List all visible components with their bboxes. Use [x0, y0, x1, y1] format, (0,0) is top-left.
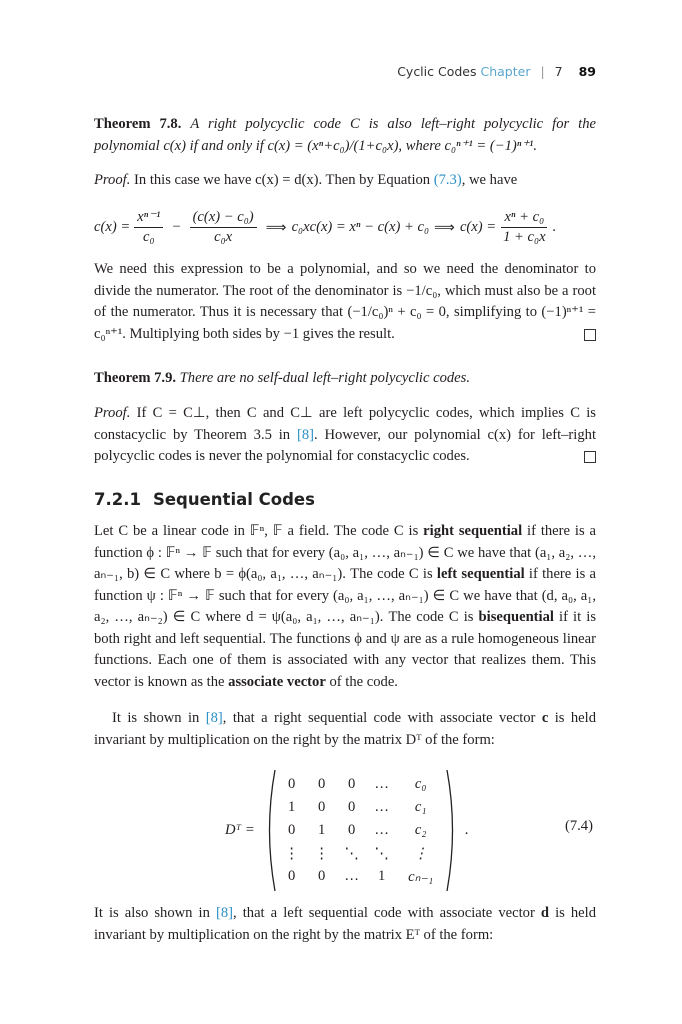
denominator: c₀	[142, 229, 155, 245]
citation-link[interactable]: [8]	[205, 710, 223, 726]
bold-text: Theorem 7.8.	[94, 116, 191, 132]
section-number: 7.2.1	[94, 490, 141, 509]
text: Let C be a linear code in 𝔽ⁿ, 𝔽 a field. The code C is	[94, 523, 424, 539]
matrix-cell: 0	[348, 822, 356, 838]
text: We need this expression to be a polynomial, and so we need the denominator to divide the numerator. The root of the denominator is −1/c₀, which must also be a root of the numerator. Thus it is necessary that (−1/c₀)ⁿ + c₀ = 0, simplifying to (−1)ⁿ⁺¹ = c₀ⁿ⁺¹. Multiplying both sides by −1 gives the result.	[94, 261, 596, 342]
matrix-row	[277, 819, 445, 842]
header-chapter-label: Chapter	[480, 64, 531, 79]
page-number: 89	[578, 64, 596, 79]
matrix-row	[277, 773, 445, 796]
paragraph-right-sequential	[94, 708, 596, 751]
section-heading	[94, 490, 327, 509]
matrix-row	[277, 796, 445, 819]
implies-arrow: ⟹	[434, 219, 455, 236]
eq-rhs: c(x) =	[459, 219, 497, 235]
italic-text: Proof.	[94, 172, 131, 188]
bold-text: c	[541, 710, 549, 726]
eq-middle: c₀xc(x) = xⁿ − c(x) + c₀	[291, 219, 430, 235]
numerator: xⁿ + c₀	[501, 208, 547, 228]
matrix-cell: 0	[348, 799, 356, 815]
matrix-cell: ⋱	[374, 845, 389, 862]
proof-7-8-intro	[94, 170, 596, 192]
numerator: (c(x) − c₀)	[190, 208, 257, 228]
header-chapter-number: 7	[554, 64, 563, 79]
bold-text: Theorem 7.9.	[94, 370, 180, 386]
text: It is also shown in	[94, 905, 216, 921]
matrix-row	[277, 865, 445, 888]
matrix-cell: 0	[288, 868, 296, 884]
matrix-cell: 0	[318, 776, 326, 792]
text: , we have	[461, 172, 518, 188]
matrix-cell: 0	[288, 776, 296, 792]
display-equation	[94, 208, 614, 247]
text: if it is both right and left sequential. The functions ϕ and ψ are as a rule homogeneous linear functions. Each one of them is associated with any vector that realizes them. This vector is known as the	[94, 609, 597, 690]
qed-square-icon	[584, 451, 596, 463]
text: In this case we have c(x) = d(x). Then by Equation	[130, 172, 434, 188]
left-paren-icon	[263, 768, 277, 893]
fraction	[500, 208, 548, 247]
text: , that a left sequential code with associate vector	[233, 905, 541, 921]
matrix-cell: c₀	[414, 776, 427, 792]
text: is held invariant by multiplication on the right by the matrix Dᵀ of the form:	[94, 710, 596, 748]
matrix-equation	[225, 768, 468, 893]
text: if there is a function ϕ : 𝔽ⁿ → 𝔽 such that for every (a₀, a₁, …, aₙ₋₁) ∈ C we have that (a₁, a₂, …, aₙ₋₁, b) ∈ C where b = ϕ(a₀, a₁, …, aₙ₋₁). The code C is	[94, 523, 596, 582]
equation-number: (7.4)	[565, 818, 593, 834]
paragraph-definitions	[94, 521, 596, 693]
matrix-cell: c₁	[414, 799, 427, 815]
fraction	[190, 208, 257, 247]
matrix-cell: ⋱	[344, 845, 359, 862]
proof-7-9	[94, 403, 596, 468]
denominator: 1 + c₀x	[503, 229, 546, 245]
header-separator: |	[540, 64, 545, 79]
matrix-cell: 0	[288, 822, 296, 838]
numerator: xⁿ⁻¹	[134, 208, 163, 228]
matrix-cell: …	[374, 776, 389, 792]
eq-lhs: c(x) =	[94, 219, 131, 235]
matrix-row	[277, 842, 445, 865]
matrix-cell: …	[374, 822, 389, 838]
matrix-cell: 0	[318, 799, 326, 815]
proof-7-8-body	[94, 259, 596, 345]
fraction	[134, 208, 163, 247]
matrix-cell: 1	[318, 822, 326, 838]
text: If C = C⊥, then C and C⊥ are left polycyclic codes, which implies C is constacyclic by Theorem 3.5 in	[94, 405, 596, 443]
citation-link[interactable]: (7.3)	[433, 172, 462, 188]
text: of the code.	[325, 673, 398, 690]
italic-text: There are no self-dual left–right polycyclic codes.	[179, 370, 470, 386]
text: if there is a function ψ : 𝔽ⁿ → 𝔽 such that for every (a₀, a₁, …, aₙ₋₁) ∈ C we have that (d, a₀, a₁, a₂, …, aₙ₋₂) ∈ C where d = ψ(a₀, a₁, …, aₙ₋₁). The code C is	[94, 566, 596, 625]
italic-text: A right polycyclic code C is also left–right polycyclic for the polynomial c(x) if and only if c(x) = (xⁿ+c₀)/(1+c₀x), where c₀ⁿ⁺¹ = (−1)ⁿ⁺¹.	[94, 116, 596, 154]
citation-link[interactable]: [8]	[296, 426, 314, 443]
bold-text: left sequential	[436, 566, 525, 582]
matrix-body	[277, 773, 445, 888]
eq-period: .	[552, 219, 557, 235]
italic-text: Proof.	[94, 405, 131, 421]
text: , that a right sequential code with associate vector	[222, 710, 542, 726]
bold-text: d	[540, 905, 549, 921]
matrix-cell: ⋮	[284, 845, 299, 862]
qed-square-icon	[584, 329, 596, 341]
theorem-7-9	[94, 368, 596, 390]
matrix-cell: c₂	[414, 822, 427, 838]
text: It is shown in	[112, 710, 206, 726]
right-paren-icon	[445, 768, 459, 893]
matrix-lhs: Dᵀ =	[225, 822, 255, 838]
theorem-7-8	[94, 114, 596, 157]
matrix-cell: …	[344, 868, 359, 884]
implies-arrow: ⟹	[265, 219, 287, 236]
matrix-cell: cₙ₋₁	[408, 868, 434, 885]
matrix-period: .	[464, 822, 469, 838]
matrix-cell: ⋮	[413, 845, 428, 862]
matrix-cell: 0	[348, 776, 356, 792]
citation-link[interactable]: [8]	[215, 905, 233, 921]
bold-text: right sequential	[423, 523, 523, 539]
bold-text: bisequential	[478, 609, 554, 625]
minus-sign: −	[172, 219, 181, 235]
running-header	[397, 64, 596, 79]
paragraph-left-sequential	[94, 903, 596, 946]
text: is held invariant by multiplication on the right by the matrix Eᵀ of the form:	[94, 905, 596, 943]
denominator: c₀x	[214, 229, 233, 245]
matrix-cell: 1	[288, 799, 296, 815]
matrix-cell: ⋮	[314, 845, 329, 862]
bold-text: associate vector	[228, 673, 326, 690]
text: . However, our polynomial c(x) for left–right polycyclic codes is never the polynomial for constacyclic codes.	[94, 426, 596, 464]
matrix-cell: 0	[318, 868, 326, 884]
matrix-cell: 1	[378, 868, 386, 884]
header-title: Cyclic Codes	[397, 64, 477, 79]
section-title: Sequential Codes	[152, 490, 315, 509]
matrix-cell: …	[374, 799, 389, 815]
